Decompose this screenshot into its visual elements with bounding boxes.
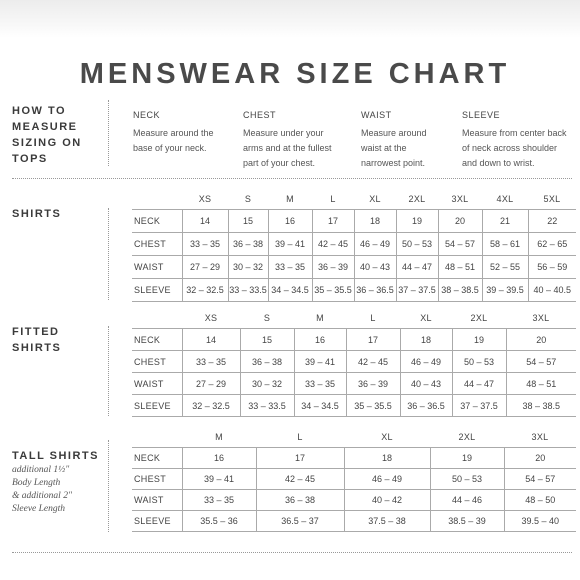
size-header: L (297, 432, 303, 442)
table-cell: 42 – 45 (312, 233, 354, 256)
table-row (132, 351, 576, 373)
table-cell: 30 – 32 (228, 256, 268, 279)
table-row (132, 279, 576, 302)
size-header: 2XL (408, 194, 426, 204)
heading-line: SHIRTS (12, 208, 62, 220)
table-cell: 44 – 47 (452, 373, 506, 395)
row-label: SLEEVE (132, 511, 182, 532)
table-cell: 17 (312, 210, 354, 233)
table-cell: 39 – 41 (294, 351, 346, 373)
size-header: XL (369, 194, 381, 204)
size-header: M (215, 432, 223, 442)
table-cell: 27 – 29 (182, 373, 240, 395)
table-cell: 37.5 – 38 (344, 511, 430, 532)
table-cell: 17 (256, 448, 344, 469)
table-cell: 39 – 41 (182, 469, 256, 490)
table-cell: 30 – 32 (240, 373, 294, 395)
corner-cell (132, 308, 182, 329)
heading-line: TOPS (12, 153, 48, 165)
size-header: M (316, 313, 324, 323)
table-cell: 33 – 35 (182, 490, 256, 511)
table-cell: 40 – 43 (354, 256, 396, 279)
table-cell: 58 – 61 (482, 233, 528, 256)
heading-line: SIZING ON (12, 137, 82, 149)
heading-line: SHIRTS (12, 342, 62, 354)
size-header: 2XL (458, 432, 476, 442)
tall-shirts-note (12, 464, 107, 516)
table-row (132, 469, 576, 490)
table-cell: 36 – 36.5 (400, 395, 452, 417)
table-row (132, 329, 576, 351)
row-label: NECK (132, 329, 182, 351)
table-row (132, 511, 576, 532)
table-cell: 33 – 35 (294, 373, 346, 395)
table-cell: 36 – 38 (240, 351, 294, 373)
table-cell: 38 – 38.5 (438, 279, 482, 302)
row-label: SLEEVE (132, 395, 182, 417)
measure-text: waist at the (361, 143, 407, 153)
table-cell: 42 – 45 (256, 469, 344, 490)
size-header: XS (204, 313, 218, 323)
table-cell: 50 – 53 (396, 233, 438, 256)
row-label: NECK (132, 210, 182, 233)
table-cell: 39 – 41 (268, 233, 312, 256)
table-cell: 54 – 57 (504, 469, 576, 490)
size-header: 3XL (532, 313, 550, 323)
size-header: 3XL (451, 194, 469, 204)
table-cell: 19 (430, 448, 504, 469)
table-cell: 39.5 – 40 (504, 511, 576, 532)
table-cell: 36 – 39 (346, 373, 400, 395)
table-cell: 33 – 35 (182, 233, 228, 256)
measure-text: Measure from center back (462, 128, 567, 138)
table-cell: 33 – 33.5 (228, 279, 268, 302)
table-cell: 54 – 57 (438, 233, 482, 256)
size-header: XL (381, 432, 393, 442)
measure-chest (243, 108, 332, 171)
table-cell: 19 (396, 210, 438, 233)
row-label: WAIST (132, 256, 182, 279)
table-row (132, 373, 576, 395)
heading-line: FITTED (12, 326, 60, 338)
table-row (132, 233, 576, 256)
heading-line: TALL SHIRTS (12, 450, 99, 462)
measure-label: WAIST (361, 110, 392, 120)
table-cell: 33 – 33.5 (240, 395, 294, 417)
row-label: WAIST (132, 490, 182, 511)
table-cell: 20 (504, 448, 576, 469)
table-cell: 32 – 32.5 (182, 279, 228, 302)
divider-vertical (108, 440, 109, 532)
divider-vertical (108, 326, 109, 416)
tall-size-table (132, 427, 576, 532)
table-cell: 35 – 35.5 (312, 279, 354, 302)
table-cell: 36 – 38 (256, 490, 344, 511)
table-row (132, 448, 576, 469)
table-cell: 19 (452, 329, 506, 351)
size-header: 4XL (496, 194, 514, 204)
page-title: MENSWEAR SIZE CHART (79, 58, 511, 90)
table-cell: 39 – 39.5 (482, 279, 528, 302)
table-cell: 48 – 51 (506, 373, 576, 395)
table-cell: 35 – 35.5 (346, 395, 400, 417)
row-label: WAIST (132, 373, 182, 395)
measure-label: NECK (133, 110, 161, 120)
measure-text: Measure under your (243, 128, 324, 138)
table-cell: 34 – 34.5 (294, 395, 346, 417)
table-cell: 48 – 50 (504, 490, 576, 511)
table-cell: 50 – 53 (452, 351, 506, 373)
table-cell: 35.5 – 36 (182, 511, 256, 532)
size-header: M (286, 194, 294, 204)
fitted-size-table (132, 308, 576, 417)
table-cell: 37 – 37.5 (396, 279, 438, 302)
tall-shirts-heading (12, 448, 107, 464)
table-cell: 54 – 57 (506, 351, 576, 373)
table-cell: 38 – 38.5 (506, 395, 576, 417)
table-cell: 42 – 45 (346, 351, 400, 373)
table-cell: 46 – 49 (354, 233, 396, 256)
row-label: CHEST (132, 351, 182, 373)
size-header: L (370, 313, 376, 323)
size-header: L (330, 194, 336, 204)
row-label: NECK (132, 448, 182, 469)
size-header: 5XL (543, 194, 561, 204)
measure-text: base of your neck. (133, 143, 207, 153)
table-cell: 44 – 47 (396, 256, 438, 279)
measure-text: part of your chest. (243, 158, 316, 168)
table-cell: 18 (400, 329, 452, 351)
table-cell: 32 – 32.5 (182, 395, 240, 417)
table-cell: 33 – 35 (268, 256, 312, 279)
table-cell: 36 – 39 (312, 256, 354, 279)
shirts-heading (12, 206, 107, 222)
table-cell: 22 (528, 210, 576, 233)
divider-horizontal (12, 552, 572, 553)
table-row (132, 210, 576, 233)
table-cell: 40 – 40.5 (528, 279, 576, 302)
measure-label: SLEEVE (462, 110, 501, 120)
table-cell: 37 – 37.5 (452, 395, 506, 417)
table-cell: 62 – 65 (528, 233, 576, 256)
row-label: SLEEVE (132, 279, 182, 302)
measure-text: arms and at the fullest (243, 143, 332, 153)
how-to-measure-heading (12, 103, 107, 167)
note-line: & additional 2" (12, 491, 72, 501)
table-row (132, 256, 576, 279)
table-cell: 16 (268, 210, 312, 233)
size-header-row (132, 189, 576, 210)
table-cell: 40 – 43 (400, 373, 452, 395)
measure-text: Measure around (361, 128, 427, 138)
table-cell: 40 – 42 (344, 490, 430, 511)
table-row (132, 490, 576, 511)
size-header-row (132, 427, 576, 448)
table-cell: 46 – 49 (400, 351, 452, 373)
table-cell: 21 (482, 210, 528, 233)
table-cell: 16 (294, 329, 346, 351)
table-cell: 36 – 36.5 (354, 279, 396, 302)
fitted-shirts-heading (12, 324, 107, 356)
table-cell: 20 (506, 329, 576, 351)
table-cell: 18 (344, 448, 430, 469)
table-cell: 16 (182, 448, 256, 469)
table-cell: 44 – 46 (430, 490, 504, 511)
measure-waist (361, 108, 427, 171)
measure-sleeve (462, 108, 567, 171)
divider-vertical (108, 208, 109, 300)
note-line: Body Length (12, 478, 61, 488)
measure-label: CHEST (243, 110, 277, 120)
table-cell: 46 – 49 (344, 469, 430, 490)
size-header: S (244, 194, 252, 204)
measure-text: of neck across shoulder (462, 143, 558, 153)
table-cell: 34 – 34.5 (268, 279, 312, 302)
heading-line: MEASURE (12, 121, 78, 133)
heading-line: HOW TO (12, 105, 67, 117)
table-cell: 15 (240, 329, 294, 351)
measure-neck (133, 108, 214, 156)
table-cell: 15 (228, 210, 268, 233)
measure-text: Measure around the (133, 128, 214, 138)
size-header: 2XL (470, 313, 488, 323)
table-cell: 52 – 55 (482, 256, 528, 279)
measure-text: narrowest point. (361, 158, 426, 168)
size-header: XS (198, 194, 212, 204)
table-cell: 17 (346, 329, 400, 351)
table-cell: 27 – 29 (182, 256, 228, 279)
table-cell: 50 – 53 (430, 469, 504, 490)
corner-cell (132, 427, 182, 448)
row-label: CHEST (132, 233, 182, 256)
table-cell: 18 (354, 210, 396, 233)
divider-horizontal (12, 178, 572, 179)
table-cell: 48 – 51 (438, 256, 482, 279)
table-cell: 36.5 – 37 (256, 511, 344, 532)
top-photo-band (0, 0, 580, 38)
table-row (132, 395, 576, 417)
table-cell: 36 – 38 (228, 233, 268, 256)
table-cell: 38.5 – 39 (430, 511, 504, 532)
table-cell: 14 (182, 329, 240, 351)
note-line: Sleeve Length (12, 504, 66, 514)
table-cell: 33 – 35 (182, 351, 240, 373)
note-line: additional 1½" (12, 465, 70, 475)
shirts-size-table (132, 189, 576, 302)
measure-text: and down to wrist. (462, 158, 535, 168)
divider-vertical (108, 100, 109, 166)
size-header: 3XL (531, 432, 549, 442)
corner-cell (132, 189, 182, 210)
size-header: S (263, 313, 271, 323)
table-cell: 20 (438, 210, 482, 233)
table-cell: 56 – 59 (528, 256, 576, 279)
size-header-row (132, 308, 576, 329)
row-label: CHEST (132, 469, 182, 490)
size-header: XL (420, 313, 432, 323)
table-cell: 14 (182, 210, 228, 233)
